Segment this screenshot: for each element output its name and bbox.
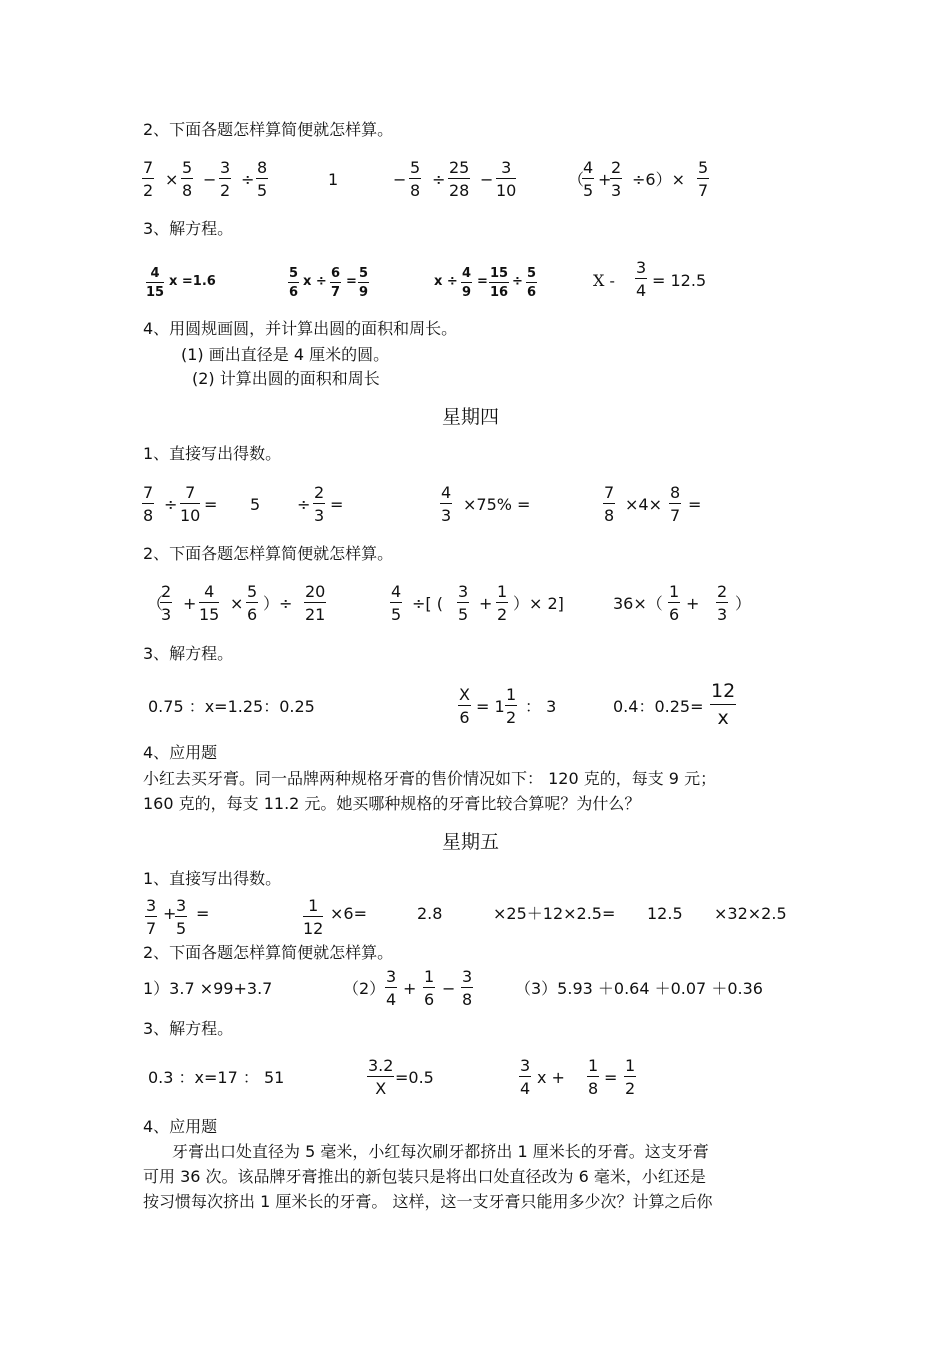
wed-q2-expr-2: 1 xyxy=(328,170,339,189)
fri-q3-eq-1: 0.3 ：x=17 ： 51 xyxy=(148,1068,285,1087)
fri-q2-expr-3: （3）5.93 ＋0.64 ＋0.07 ＋0.36 xyxy=(515,979,763,998)
fri-q1-expr-5: 12.5 xyxy=(647,904,683,923)
q4-title-fri: 4、应用题 xyxy=(143,1117,218,1136)
q2-title-thu: 2、下面各题怎样算简便就怎样算。 xyxy=(143,544,394,563)
fri-q1-expr-4: ×25＋12×2.5= xyxy=(493,904,616,923)
q4-text-line-2-thu: 160 克的，每支 11.2 元。她买哪种规格的牙膏比较合算呢？为什么？ xyxy=(143,794,641,813)
fri-q1-expr-6: ×32×2.5 xyxy=(714,904,787,923)
q2-title-wed: 2、下面各题怎样算简便就怎样算。 xyxy=(143,120,394,139)
q3-title-fri: 3、解方程。 xyxy=(143,1019,234,1038)
heading-thursday: 星期四 xyxy=(442,406,500,428)
q4-text-line-1-fri: 牙膏出口处直径为 5 毫米，小红每次刷牙都挤出 1 厘米长的牙膏。这支牙膏 xyxy=(172,1142,709,1161)
q4-sub-2-wed: (2) 计算出圆的面积和周长 xyxy=(192,369,380,388)
q1-title-fri: 1、直接写出得数。 xyxy=(143,869,282,888)
q4-title-thu: 4、应用题 xyxy=(143,743,218,762)
fri-q2-expr-1: 1）3.7 ×99+3.7 xyxy=(143,979,273,998)
thu-q1-expr-2: 5 xyxy=(250,495,261,514)
q2-title-fri: 2、下面各题怎样算简便就怎样算。 xyxy=(143,943,394,962)
fri-q1-expr-3: 2.8 xyxy=(417,904,443,923)
q3-title-wed: 3、解方程。 xyxy=(143,219,234,238)
q1-title-thu: 1、直接写出得数。 xyxy=(143,444,282,463)
q4-title-wed: 4、用圆规画圆，并计算出圆的面积和周长。 xyxy=(143,319,458,338)
q3-title-thu: 3、解方程。 xyxy=(143,644,234,663)
heading-friday: 星期五 xyxy=(442,831,500,853)
q4-text-line-3-fri: 按习惯每次挤出 1 厘米长的牙膏。 这样，这一支牙膏只能用多少次？计算之后你 xyxy=(143,1192,713,1211)
q4-sub-1-wed: (1) 画出直径是 4 厘米的圆。 xyxy=(181,345,390,364)
q4-text-line-1-thu: 小红去买牙膏。同一品牌两种规格牙膏的售价情况如下： 120 克的，每支 9 元； xyxy=(143,769,717,788)
q4-text-line-2-fri: 可用 36 次。该品牌牙膏推出的新包装只是将出口处直径改为 6 毫米，小红还是 xyxy=(143,1167,706,1186)
thu-q3-eq-1: 0.75 ：x=1.25：0.25 xyxy=(148,697,315,716)
